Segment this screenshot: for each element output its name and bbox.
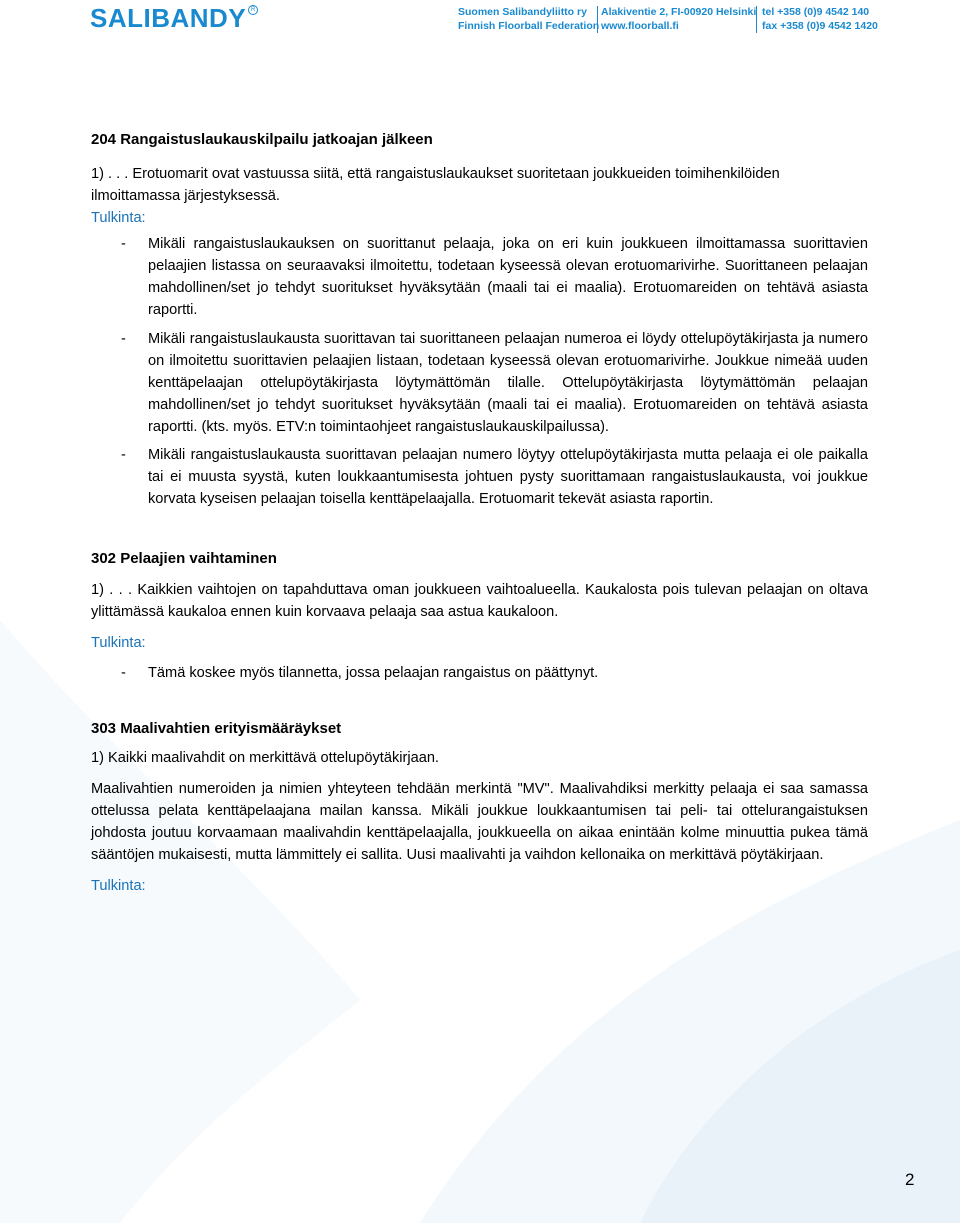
body-paragraph: Maalivahtien numeroiden ja nimien yhteyteen tehdään merkintä "MV". Maalivahdiksi merkitty pelaaja ei saa samassa ottelussa pelata kenttäpelaajana mailan kanssa. Mikäli joukkue loukkaantumisen tai peli- tai ottelurangaistuksen johdosta joutuu korvaamaan maalivahdin kenttäpelaajalla, joukkueella on aikaa enintään kolme minuuttia pukea tämä sääntöjen mukaisesti, mutta lämmittely ei sallita. Uusi maalivahti ja vaihdon kellonaika on merkittävä pöytäkirjaan. xyxy=(91,781,868,863)
bullet-text: Tämä koskee myös tilannetta, jossa pelaajan rangaistus on päättynyt. xyxy=(148,665,599,681)
street-address: Alakiventie 2, FI-00920 Helsinki xyxy=(601,6,757,18)
page-number: 2 xyxy=(905,1170,915,1189)
interpretation-label: Tulkinta: xyxy=(91,878,146,894)
section-204 xyxy=(91,131,868,510)
interpretation-bullet: - Mikäli rangaistuslaukausta suorittavan pelaajan numero löytyy ottelupöytäkirjasta mutta pelaaja ei ole paikalla tai ei muusta syystä, kuten loukkaantumisesta johtuen pysty suorittamaan rangaistuslaukausta, voi joukkue korvata kyseisen pelaajan toisella kenttäpelaajalla. Erotuomarit tekevät asiasta raportin. xyxy=(121,447,868,507)
section-title: 303 Maalivahtien erityismääräykset xyxy=(91,720,342,737)
logo-text: SALIBANDY xyxy=(90,3,247,33)
interpretation-label: Tulkinta: xyxy=(91,210,146,226)
interpretation-bullet: - Mikäli rangaistuslaukauksen on suorittanut pelaaja, joka on eri kuin joukkueen ilmoittamassa suorittavien pelaajien listassa on seuraavaksi ilmoitettu, todetaan kyseessä olevan erotuomarivirhe. Suorittaneen pelaajan mahdollinen/set jo tehdyt suoritukset hyväksytään (maali tai ei maalia). Erotuomareiden on tehtävä asiasta raportti. xyxy=(121,236,868,318)
section-title: 204 Rangaistuslaukauskilpailu jatkoajan jälkeen xyxy=(91,131,433,148)
interpretation-label: Tulkinta: xyxy=(91,635,146,651)
interpretation-bullet: - Tämä koskee myös tilannetta, jossa pelaajan rangaistus on päättynyt. xyxy=(121,665,599,681)
org-name-en: Finnish Floorball Federation xyxy=(458,19,600,32)
rule-paragraph: 1) . . . Kaikkien vaihtojen on tapahduttava oman joukkueen vaihtoalueella. Kaukalosta pois tulevan pelaajan on oltava ylittämässä kaukaloa ennen kuin korvaava pelaaja saa astua kaukaloon. xyxy=(91,582,868,620)
fax-number: fax +358 (0)9 4542 1420 xyxy=(762,19,878,32)
website-link[interactable]: www.floorball.fi xyxy=(601,19,679,32)
rule-paragraph xyxy=(91,163,868,207)
org-names xyxy=(458,6,599,33)
bullet-text: Mikäli rangaistuslaukausta suorittavan pelaajan numero löytyy ottelupöytäkirjasta mutta pelaaja ei ole paikalla tai ei muusta syystä, kuten loukkaantumisesta johtuen pysty suorittamaan rangaistuslaukausta, voi joukkue korvata kyseisen pelaajan toisella kenttäpelaajalla. Erotuomarit tekevät asiasta raportin. xyxy=(148,447,868,507)
interpretation-bullet: - Mikäli rangaistuslaukausta suorittavan tai suorittaneen pelaajan numeroa ei löydy ottelupöytäkirjasta ja numero on ilmoitettu suorittavien pelaajien listaan, todetaan kyseessä olevan erotuomarivirhe. Joukkue nimeää uuden kenttäpelaajan ottelupöytäkirjasta löytymättömän tilalle. Ottelupöytäkirjasta löytymättömän pelaajan mahdollinen/set jo tehdyt suoritukset hyväksytään (maali tai ei maalia). Erotuomareiden on tehtävä asiasta raportti. (kts. myös. ETV:n toimintaohjeet rangaistuslaukauskilpailussa). xyxy=(121,331,868,435)
section-title: 302 Pelaajien vaihtaminen xyxy=(91,550,277,567)
org-contact xyxy=(756,6,878,33)
org-address xyxy=(597,6,756,33)
document-body xyxy=(91,131,868,897)
registered-mark-icon: R xyxy=(248,5,258,15)
org-name-fi: Suomen Salibandyliitto ry xyxy=(458,6,587,18)
bullet-text: Mikäli rangaistuslaukauksen on suorittanut pelaaja, joka on eri kuin joukkueen ilmoittamassa suorittavien pelaajien listassa on seuraavaksi ilmoitettu, todetaan kyseessä olevan erotuomarivirhe. Suorittaneen pelaajan mahdollinen/set jo tehdyt suoritukset hyväksytään (maali tai ei maalia). Erotuomareiden on tehtävä asiasta raportti. xyxy=(148,236,868,318)
letterhead xyxy=(0,0,960,40)
salibandy-logo xyxy=(90,2,258,34)
rule-paragraph: 1) Kaikki maalivahdit on merkittävä ottelupöytäkirjaan. xyxy=(91,750,439,766)
rule-line-1: 1) . . . Erotuomarit ovat vastuussa siitä, että rangaistuslaukaukset suoritetaan joukkueiden toimihenkilöiden xyxy=(91,166,780,182)
rule-line-2: ilmoittamassa järjestyksessä. xyxy=(91,188,280,204)
phone-number: tel +358 (0)9 4542 140 xyxy=(762,6,870,18)
section-303 xyxy=(91,720,868,897)
bullet-text: Mikäli rangaistuslaukausta suorittavan tai suorittaneen pelaajan numeroa ei löydy ottelupöytäkirjasta ja numero on ilmoitettu suorittavien pelaajien listaan, todetaan kyseessä olevan erotuomarivirhe. Joukkue nimeää uuden kenttäpelaajan ottelupöytäkirjasta löytymättömän tilalle. Ottelupöytäkirjasta löytymättömän pelaajan mahdollinen/set jo tehdyt suoritukset hyväksytään (maali tai ei maalia). Erotuomareiden on tehtävä asiasta raportti. (kts. myös. ETV:n toimintaohjeet rangaistuslaukauskilpailussa). xyxy=(148,331,868,435)
section-302 xyxy=(91,550,868,684)
